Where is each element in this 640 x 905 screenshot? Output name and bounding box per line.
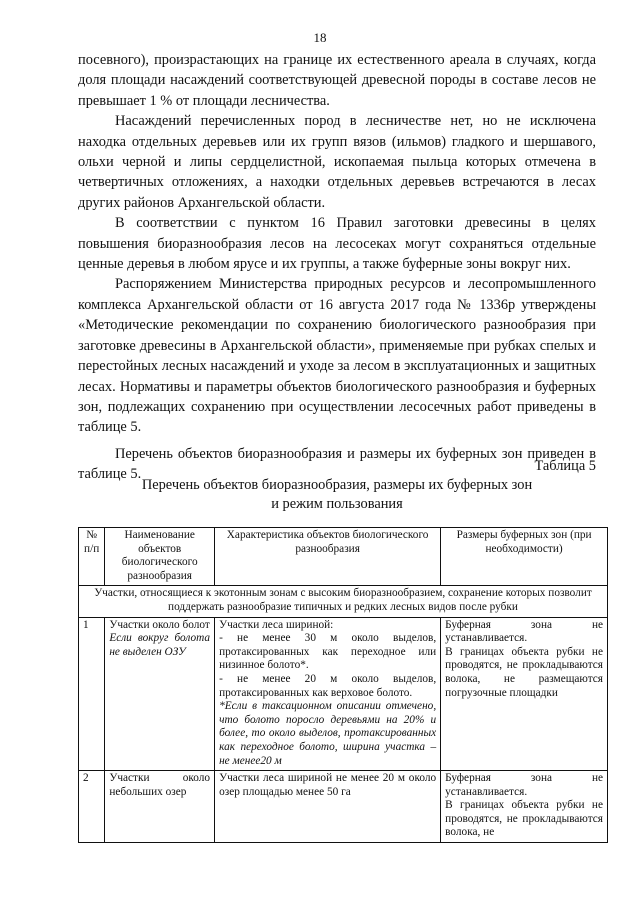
- row-1-char-item-2: - не менее 20 м около выделов, протаксированных как верховое болото.: [219, 672, 437, 699]
- page-number: 18: [313, 30, 327, 45]
- row-1-num: 1: [79, 617, 105, 771]
- row-1-char-intro: Участки леса шириной:: [219, 618, 334, 631]
- row-1-name: Участки около болот: [109, 618, 210, 631]
- header-buffer: Размеры буферных зон (при необходимости): [441, 528, 608, 586]
- header-characteristic: Характеристика объектов биологического разнообразия: [215, 528, 441, 586]
- paragraph-3: В соответствии с пунктом 16 Правил заготовки древесины в целях повышения биоразнообразия лесов на лесосеках могут сохраняться отдельные ценные деревья в любом ярусе и их группы, а также буферные зоны вокруг них.: [78, 215, 596, 273]
- table-title-line-1: Перечень объектов биоразнообразия, размеры их буферных зон: [141, 477, 533, 493]
- row-1-char-note: *Если в таксационном описании отмечено, что болото поросло деревьями на 20% и более, то около выделов, протаксированных как переходное болото, ширина участка – не менее20 м: [219, 700, 437, 767]
- row-2-buffer-2: В границах объекта рубки не проводятся, не прокладываются волока, не: [445, 799, 603, 839]
- row-2-num: 2: [79, 771, 105, 843]
- row-2-characteristic-cell: [215, 771, 441, 843]
- table-header-row: [79, 528, 608, 586]
- header-name: Наименование объектов биологического разнообразия: [105, 528, 215, 586]
- row-1-buffer-cell: [441, 617, 608, 771]
- header-num: № п/п: [79, 528, 105, 586]
- row-1-buffer-2: В границах объекта рубки не проводятся, не прокладываются волока, не размещаются погрузочные площадки: [445, 645, 603, 699]
- row-1-characteristic-cell: [215, 617, 441, 771]
- row-2-name-cell: [105, 771, 215, 843]
- section-row-text: Участки, относящиеся к экотонным зонам с высоким биоразнообразием, сохранение которых позволит поддержать разнообразие типичных и редких лесных видов после рубки: [79, 586, 608, 617]
- paragraph-2: Насаждений перечисленных пород в лесничестве нет, но не исключена находка отдельных деревьев или их групп вязов (ильмов) гладкого и шершавого, ольхи черной и липы сердцелистной, ископаемая пыльца которых отмечена в четвертичных отложениях, а находки отдельных деревьев встречаются в лесах других районов Архангельской области.: [78, 113, 596, 211]
- row-1-char-item-1: - не менее 30 м около выделов, протаксированных как переходное или низинное болото*.: [219, 632, 437, 672]
- table-row: [79, 771, 608, 843]
- biodiversity-table: [78, 527, 608, 843]
- row-2-buffer-cell: [441, 771, 608, 843]
- table-title-line-2: и режим пользования: [271, 496, 403, 512]
- section-row: [79, 586, 608, 617]
- body-text: [78, 50, 596, 485]
- paragraph-5: Перечень объектов биоразнообразия и размеры их буферных зон приведен в таблице 5.: [78, 445, 596, 483]
- table-label: Таблица 5: [534, 458, 596, 474]
- row-1-buffer-1: Буферная зона не устанавливается.: [445, 618, 603, 645]
- row-1-name-cell: [105, 617, 215, 771]
- paragraph-4: Распоряжением Министерства природных ресурсов и лесопромышленного комплекса Архангельской области от 16 августа 2017 года № 1336р утверждены «Методические рекомендации по сохранению биологического разнообразия при заготовке древесины в Архангельской области», применяемые при рубках спелых и перестойных лесных насаждений и уходе за лесом в эксплуатационных и защитных лесах. Нормативы и параметры объектов биологического разнообразия и буферных зон, подлежащих сохранению при осуществлении лесосечных работ приведены в таблице 5.: [78, 276, 596, 436]
- row-2-buffer-1: Буферная зона не устанавливается.: [445, 772, 603, 798]
- table-title: [78, 476, 596, 514]
- table-row: [79, 617, 608, 771]
- row-2-char-text: Участки леса шириной не менее 20 м около озер площадью менее 50 га: [219, 772, 437, 798]
- row-2-name: Участки около небольших озер: [109, 772, 211, 798]
- row-1-name-note: Если вокруг болота не выделен ОЗУ: [109, 632, 211, 658]
- paragraph-1: посевного), произрастающих на границе их естественного ареала в случаях, когда доля площади насаждений соответствующей древесной породы в составе лесов не превышает 1 % от площади лесничества.: [78, 52, 596, 109]
